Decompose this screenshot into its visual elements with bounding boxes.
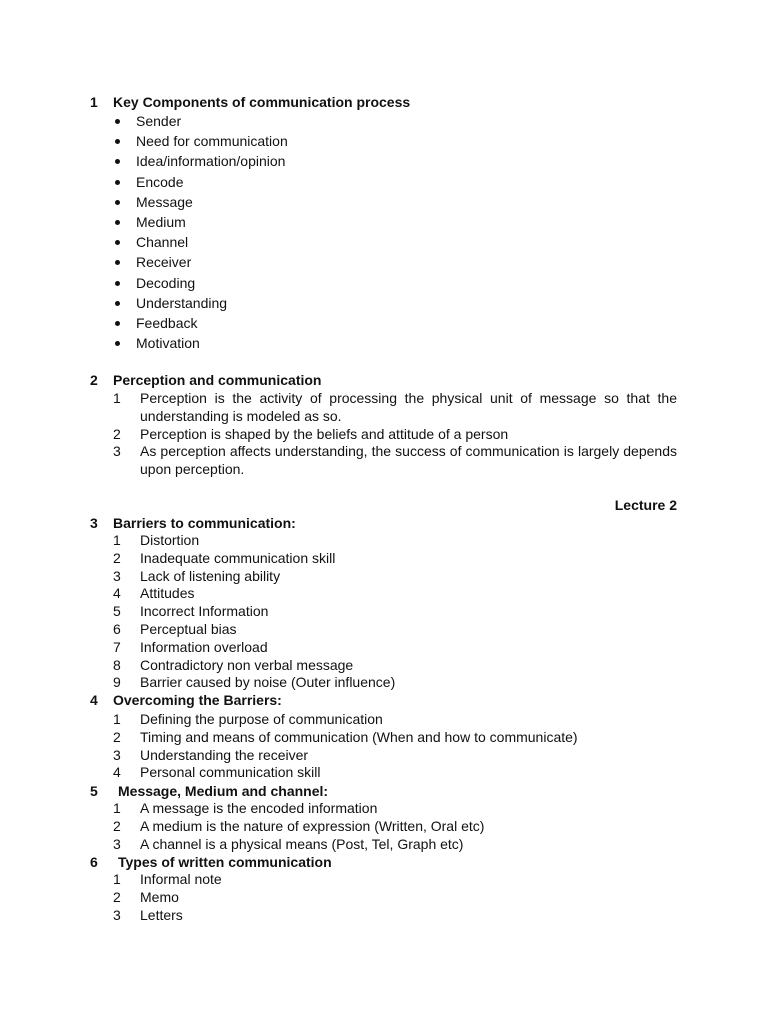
section-title: Message, Medium and channel: [118, 783, 329, 799]
list-item [113, 871, 677, 889]
section-title: Key Components of communication process [113, 94, 411, 110]
item-text: Letters [140, 906, 183, 923]
list-item [113, 333, 288, 353]
item-text: A message is the encoded information [140, 800, 378, 816]
list-item-text: Need for communication [136, 133, 288, 150]
item-number: 7 [113, 638, 121, 655]
list-item-text: Understanding [136, 294, 228, 311]
item-number: 4 [113, 764, 121, 781]
item-text: A channel is a physical means (Post, Tel, Graph etc) [140, 835, 464, 852]
item-number: 1 [113, 800, 121, 816]
list-item [113, 603, 677, 621]
section-heading-2 [90, 372, 321, 388]
list-item [113, 426, 677, 444]
list-item-text: Channel [136, 234, 189, 251]
item-number: 5 [113, 603, 121, 620]
section-heading-6 [90, 854, 332, 870]
bullet-icon [115, 260, 120, 265]
lecture-label: Lecture 2 [614, 497, 677, 513]
list-item [113, 836, 677, 854]
section-heading-5 [90, 783, 328, 799]
list-item-text: Motivation [136, 335, 200, 352]
list-item [113, 711, 677, 729]
item-text: Understanding the receiver [140, 746, 309, 763]
item-number: 1 [113, 532, 121, 548]
list-item [113, 568, 677, 586]
bullet-icon [115, 159, 120, 164]
item-number: 2 [113, 425, 121, 442]
list-item [113, 532, 677, 550]
bullet-icon [115, 200, 120, 205]
item-number: 2 [113, 549, 121, 566]
item-number: 3 [113, 835, 121, 852]
list-item [113, 657, 677, 675]
list-item-text: Sender [136, 113, 182, 129]
list-item [113, 232, 288, 252]
item-text: Memo [140, 888, 179, 905]
list-item-text: Decoding [136, 274, 196, 291]
list-item [113, 212, 288, 232]
bullet-icon [115, 301, 120, 306]
item-number: 2 [113, 817, 121, 834]
bullet-icon [115, 139, 120, 144]
section-number: 6 [90, 854, 98, 870]
list-item [113, 111, 288, 131]
item-text: Barrier caused by noise (Outer influence) [140, 674, 396, 691]
section-title: Types of written communication [118, 854, 332, 870]
list-item [113, 172, 288, 192]
barriers-list [113, 532, 677, 692]
section-heading-1 [90, 94, 410, 110]
item-number: 1 [113, 871, 121, 887]
list-item [113, 585, 677, 603]
list-item-text: Receiver [136, 254, 192, 271]
item-number: 2 [113, 728, 121, 745]
list-item [113, 252, 288, 272]
list-item [113, 131, 288, 151]
list-item-text: Medium [136, 213, 186, 230]
item-number: 1 [113, 711, 121, 727]
perception-list [113, 390, 677, 479]
overcoming-list [113, 711, 677, 782]
bullet-icon [115, 119, 120, 124]
item-number: 3 [113, 746, 121, 763]
item-text: Perceptual bias [140, 620, 237, 637]
section-title: Perception and communication [113, 372, 322, 388]
list-item [113, 764, 677, 782]
section-title: Overcoming the Barriers: [113, 692, 282, 708]
list-item-text: Idea/information/opinion [136, 153, 286, 170]
item-text: A medium is the nature of expression (Written, Oral etc) [140, 817, 485, 834]
bullet-icon [115, 180, 120, 185]
bullet-icon [115, 341, 120, 346]
section-number: 5 [90, 783, 98, 799]
section-heading-3 [90, 515, 296, 531]
components-bullet-list [113, 111, 288, 353]
item-number: 1 [113, 390, 121, 406]
list-item [113, 729, 677, 747]
item-text: Distortion [140, 532, 200, 548]
item-number: 2 [113, 888, 121, 905]
item-text: Information overload [140, 638, 268, 655]
item-text: Contradictory non verbal message [140, 656, 354, 673]
item-number: 3 [113, 443, 121, 460]
item-text: Attitudes [140, 585, 195, 602]
item-text: Inadequate communication skill [140, 549, 336, 566]
list-item [113, 800, 677, 818]
item-text: Perception is shaped by the beliefs and attitude of a person [140, 425, 509, 442]
item-number: 3 [113, 567, 121, 584]
item-number: 9 [113, 674, 121, 691]
section-number: 4 [90, 692, 98, 708]
list-item [113, 273, 288, 293]
list-item [113, 818, 677, 836]
item-text: Lack of listening ability [140, 567, 281, 584]
list-item [113, 747, 677, 765]
message-medium-list [113, 800, 677, 853]
list-item [113, 674, 677, 692]
list-item [113, 550, 677, 568]
item-text: Personal communication skill [140, 764, 321, 781]
section-heading-4 [90, 692, 282, 708]
item-number: 3 [113, 906, 121, 923]
list-item [113, 390, 677, 426]
item-text: Perception is the activity of processing the physical unit of message so that the understanding is modeled as so. [140, 390, 677, 424]
section-number: 3 [90, 515, 98, 531]
list-item-text: Message [136, 193, 193, 210]
list-item [113, 313, 288, 333]
list-item [113, 639, 677, 657]
list-item [113, 907, 677, 925]
item-text: As perception affects understanding, the success of communication is largely depends upon perception. [140, 443, 677, 478]
list-item [113, 293, 288, 313]
item-text: Incorrect Information [140, 603, 269, 620]
item-text: Informal note [140, 871, 222, 887]
item-number: 8 [113, 656, 121, 673]
list-item [113, 151, 288, 171]
item-number: 4 [113, 585, 121, 602]
bullet-icon [115, 281, 120, 286]
list-item [113, 889, 677, 907]
item-text: Timing and means of communication (When and how to communicate) [140, 728, 578, 745]
list-item [113, 192, 288, 212]
list-item-text: Encode [136, 173, 184, 190]
item-text: Defining the purpose of communication [140, 711, 383, 727]
written-types-list [113, 871, 677, 924]
list-item [113, 443, 677, 479]
bullet-icon [115, 321, 120, 326]
section-number: 1 [90, 94, 98, 110]
list-item [113, 621, 677, 639]
list-item-text: Feedback [136, 314, 198, 331]
bullet-icon [115, 220, 120, 225]
section-title: Barriers to communication: [113, 515, 296, 531]
item-number: 6 [113, 620, 121, 637]
section-number: 2 [90, 372, 98, 388]
bullet-icon [115, 240, 120, 245]
